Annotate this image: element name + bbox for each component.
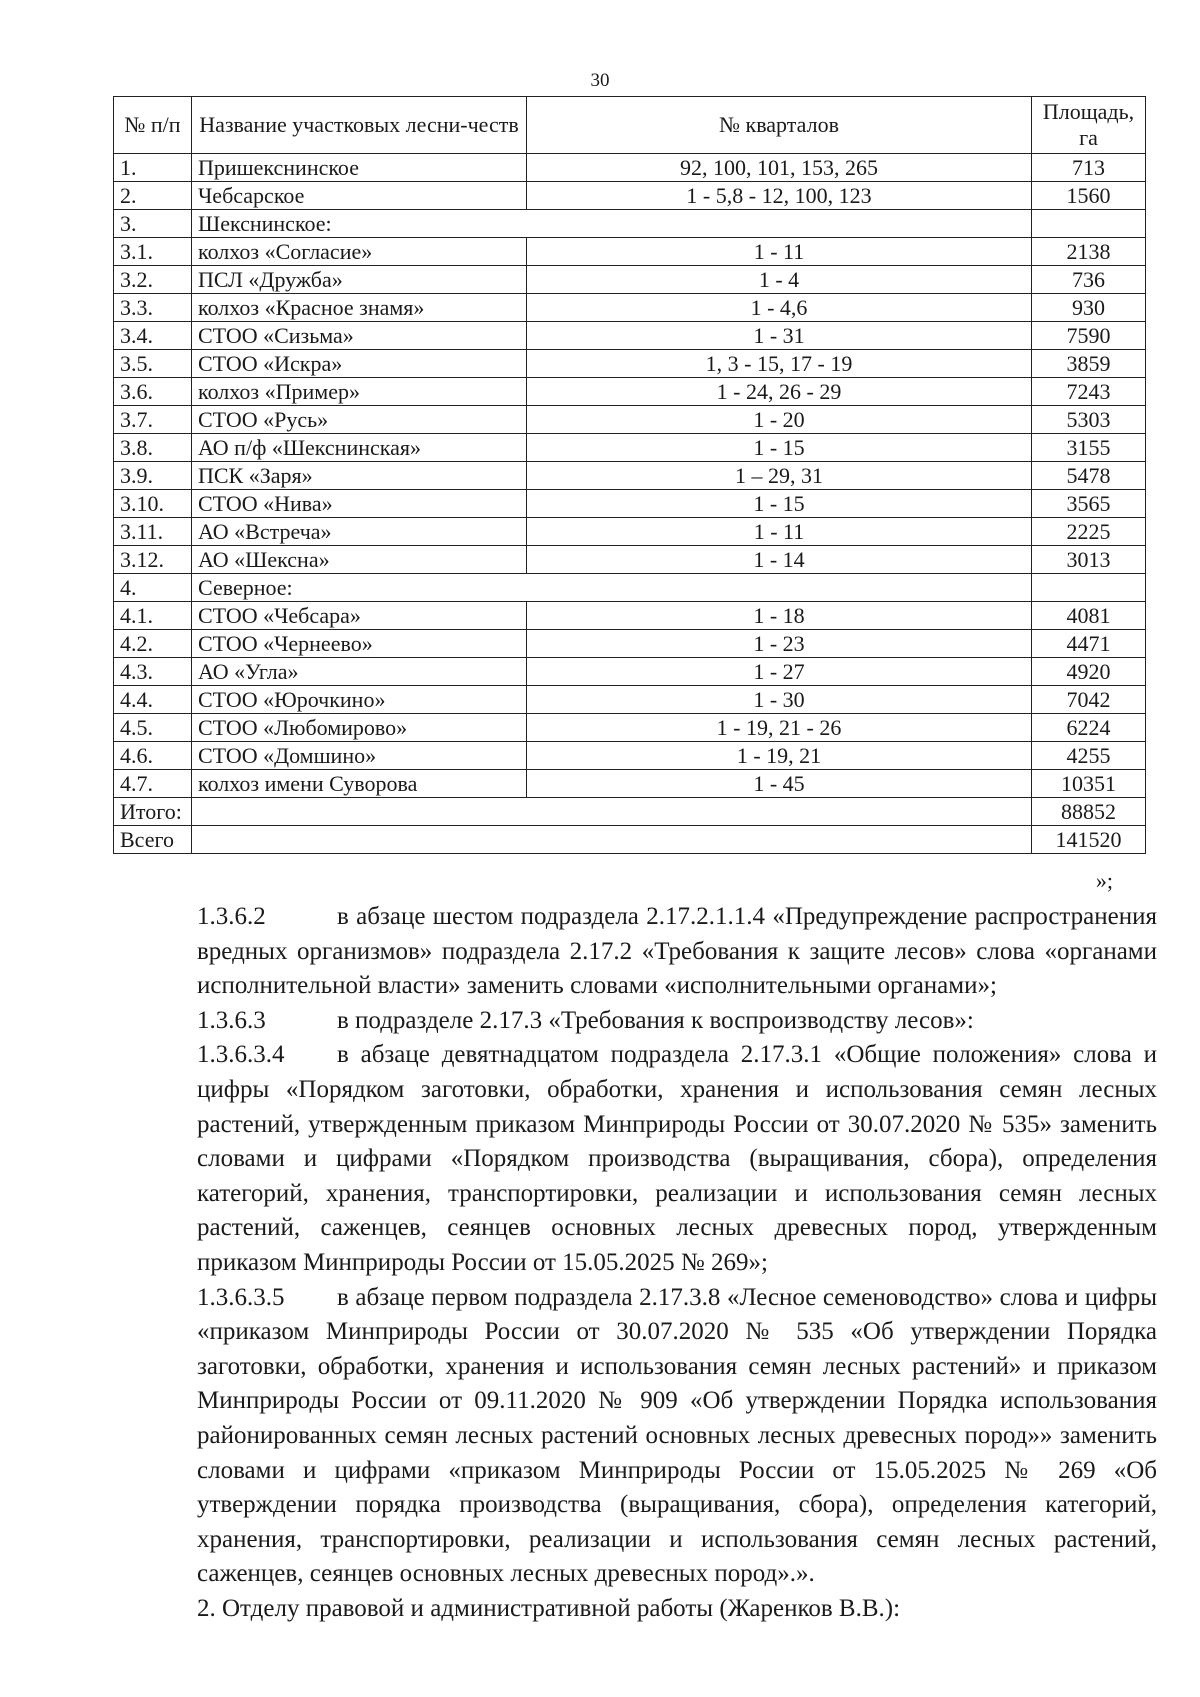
cell-num: 3.12. [114, 546, 192, 574]
table-row [114, 546, 1146, 574]
cell-area: 7590 [1032, 322, 1146, 350]
paragraph-3 [127, 1038, 1157, 1280]
cell-name: АО «Встреча» [192, 518, 527, 546]
cell-quarters: 1 - 31 [527, 322, 1032, 350]
cell-quarters: 1 - 30 [527, 686, 1032, 714]
cell-num: 3.4. [114, 322, 192, 350]
cell-num: 3.5. [114, 350, 192, 378]
paragraph-2-text: в подразделе 2.17.3 «Требования к воспроизводству лесов»: [337, 1006, 974, 1034]
cell-num: 3.8. [114, 434, 192, 462]
paragraph-2 [127, 1004, 1157, 1039]
cell-quarters: 1 - 24, 26 - 29 [527, 378, 1032, 406]
cell-area: 4471 [1032, 630, 1146, 658]
cell-area: 6224 [1032, 714, 1146, 742]
cell-name: колхоз «Пример» [192, 378, 527, 406]
cell-num: 3.10. [114, 490, 192, 518]
cell-area: 930 [1032, 294, 1146, 322]
table-row [114, 210, 1146, 238]
cell-name: СТОО «Нива» [192, 490, 527, 518]
cell-quarters: 1, 3 - 15, 17 - 19 [527, 350, 1032, 378]
table-row [114, 406, 1146, 434]
cell-name: ПСЛ «Дружба» [192, 266, 527, 294]
cell-name: колхоз имени Суворова [192, 770, 527, 798]
cell-name: СТОО «Любомирово» [192, 714, 527, 742]
cell-area: 7042 [1032, 686, 1146, 714]
table-body [114, 154, 1146, 854]
cell-name: АО п/ф «Шекснинская» [192, 434, 527, 462]
total-row-empty [192, 826, 1032, 854]
cell-area [1032, 574, 1146, 602]
cell-area: 2225 [1032, 518, 1146, 546]
table-row [114, 462, 1146, 490]
header-num: № п/п [114, 97, 192, 154]
cell-quarters: 1 - 4,6 [527, 294, 1032, 322]
cell-name: Северное: [192, 574, 1032, 602]
subtotal-row [114, 798, 1146, 826]
cell-num: 3.2. [114, 266, 192, 294]
paragraph-4 [127, 1281, 1157, 1592]
cell-num: 1. [114, 154, 192, 182]
cell-area [1032, 210, 1146, 238]
cell-name: СТОО «Чернеево» [192, 630, 527, 658]
paragraph-5 [127, 1592, 1157, 1627]
cell-name: СТОО «Чебсара» [192, 602, 527, 630]
paragraph-1 [127, 900, 1157, 1004]
cell-area: 3013 [1032, 546, 1146, 574]
cell-area: 736 [1032, 266, 1146, 294]
cell-num: 2. [114, 182, 192, 210]
cell-area: 7243 [1032, 378, 1146, 406]
page-number: 30 [590, 70, 610, 91]
table-row [114, 602, 1146, 630]
cell-name: СТОО «Юрочкино» [192, 686, 527, 714]
cell-quarters: 1 - 4 [527, 266, 1032, 294]
cell-num: 4.4. [114, 686, 192, 714]
cell-num: 4.6. [114, 742, 192, 770]
cell-quarters: 1 - 45 [527, 770, 1032, 798]
table-row [114, 266, 1146, 294]
header-quarters: № кварталов [527, 97, 1032, 154]
cell-quarters: 1 - 20 [527, 406, 1032, 434]
subtotal-row-label: Итого: [114, 798, 192, 826]
cell-num: 3.9. [114, 462, 192, 490]
cell-area: 3859 [1032, 350, 1146, 378]
subtotal-row-empty [192, 798, 1032, 826]
cell-quarters: 92, 100, 101, 153, 265 [527, 154, 1032, 182]
cell-num: 3.3. [114, 294, 192, 322]
cell-num: 3.6. [114, 378, 192, 406]
cell-name: СТОО «Домшино» [192, 742, 527, 770]
cell-name: АО «Угла» [192, 658, 527, 686]
cell-quarters: 1 - 27 [527, 658, 1032, 686]
forestry-table [113, 96, 1146, 854]
table-row [114, 490, 1146, 518]
cell-quarters: 1 - 14 [527, 546, 1032, 574]
cell-quarters: 1 - 19, 21 - 26 [527, 714, 1032, 742]
table-row [114, 658, 1146, 686]
table-row [114, 742, 1146, 770]
cell-area: 4920 [1032, 658, 1146, 686]
table-row [114, 518, 1146, 546]
cell-name: колхоз «Согласие» [192, 238, 527, 266]
cell-area: 5303 [1032, 406, 1146, 434]
cell-num: 4.3. [114, 658, 192, 686]
closing-quote: »; [1095, 868, 1113, 893]
paragraph-5-text: 2. Отделу правовой и административной работы (Жаренков В.В.): [197, 1594, 901, 1622]
cell-quarters: 1 - 11 [527, 518, 1032, 546]
cell-num: 4.7. [114, 770, 192, 798]
cell-num: 3.7. [114, 406, 192, 434]
table-row [114, 294, 1146, 322]
amendment-text [127, 900, 1157, 1626]
cell-quarters: 1 - 23 [527, 630, 1032, 658]
subtotal-row-area: 88852 [1032, 798, 1146, 826]
cell-name: Пришекснинское [192, 154, 527, 182]
cell-area: 10351 [1032, 770, 1146, 798]
cell-name: Шекснинское: [192, 210, 1032, 238]
table-row [114, 238, 1146, 266]
cell-area: 3155 [1032, 434, 1146, 462]
paragraph-3-number: 1.3.6.3.4 [197, 1041, 285, 1069]
cell-name: СТОО «Русь» [192, 406, 527, 434]
cell-quarters: 1 - 11 [527, 238, 1032, 266]
table-row [114, 686, 1146, 714]
header-area: Площадь, га [1032, 97, 1146, 154]
cell-num: 4. [114, 574, 192, 602]
cell-num: 4.5. [114, 714, 192, 742]
paragraph-2-number: 1.3.6.3 [197, 1006, 266, 1034]
cell-area: 713 [1032, 154, 1146, 182]
cell-name: АО «Шексна» [192, 546, 527, 574]
cell-num: 4.2. [114, 630, 192, 658]
table-row [114, 630, 1146, 658]
table-row [114, 770, 1146, 798]
cell-quarters: 1 - 19, 21 [527, 742, 1032, 770]
cell-name: СТОО «Искра» [192, 350, 527, 378]
cell-quarters: 1 – 29, 31 [527, 462, 1032, 490]
table-row [114, 182, 1146, 210]
paragraph-4-text: в абзаце первом подраздела 2.17.3.8 «Лесное семеноводство» слова и цифры «приказом Минприроды России от 30.07.2020 № 535 «Об утверждении Порядка заготовки, обработки, хранения и использования семян лесных растений» и приказом Минприроды России от 09.11.2020 № 909 «Об утверждении Порядка использования районированных семян лесных растений основных лесных древесных пород»» заменить словами и цифрами «приказом Минприроды России от 15.05.2025 № 269 «Об утверждении порядка производства (выращивания, сбора), определения категорий, хранения, транспортировки, реализации и использования семян лесных растений, саженцев, сеянцев основных лесных древесных пород».». [197, 1283, 1157, 1588]
cell-quarters: 1 - 18 [527, 602, 1032, 630]
cell-name: СТОО «Сизьма» [192, 322, 527, 350]
cell-name: колхоз «Красное знамя» [192, 294, 527, 322]
table-row [114, 350, 1146, 378]
table-row [114, 154, 1146, 182]
cell-area: 3565 [1032, 490, 1146, 518]
cell-num: 3. [114, 210, 192, 238]
paragraph-4-number: 1.3.6.3.5 [197, 1283, 285, 1311]
paragraph-1-text: в абзаце шестом подраздела 2.17.2.1.1.4 «Предупреждение распространения вредных организмов» подраздела 2.17.2 «Требования к защите лесов» слова «органами исполнительной власти» заменить словами «исполнительными органами»; [197, 903, 1157, 1000]
cell-quarters: 1 - 15 [527, 490, 1032, 518]
table-row [114, 322, 1146, 350]
table-row [114, 574, 1146, 602]
table-header-row [114, 97, 1146, 154]
cell-num: 4.1. [114, 602, 192, 630]
total-row-label: Всего [114, 826, 192, 854]
cell-num: 3.11. [114, 518, 192, 546]
cell-area: 2138 [1032, 238, 1146, 266]
total-row-area: 141520 [1032, 826, 1146, 854]
cell-quarters: 1 - 5,8 - 12, 100, 123 [527, 182, 1032, 210]
cell-quarters: 1 - 15 [527, 434, 1032, 462]
table-row [114, 378, 1146, 406]
cell-num: 3.1. [114, 238, 192, 266]
paragraph-3-text: в абзаце девятнадцатом подраздела 2.17.3.1 «Общие положения» слова и цифры «Порядком заготовки, обработки, хранения и использования семян лесных растений, утвержденным приказом Минприроды России от 30.07.2020 № 535» заменить словами и цифрами «Порядком производства (выращивания, сбора), определения категорий, хранения, транспортировки, реализации и использования семян лесных растений, саженцев, сеянцев основных лесных древесных пород, утвержденным приказом Минприроды России от 15.05.2025 № 269»; [197, 1041, 1157, 1276]
cell-area: 1560 [1032, 182, 1146, 210]
table-row [114, 714, 1146, 742]
cell-area: 4081 [1032, 602, 1146, 630]
cell-name: Чебсарское [192, 182, 527, 210]
cell-area: 5478 [1032, 462, 1146, 490]
cell-area: 4255 [1032, 742, 1146, 770]
cell-name: ПСК «Заря» [192, 462, 527, 490]
header-name: Название участковых лесни-честв [192, 97, 527, 154]
table-row [114, 434, 1146, 462]
total-row [114, 826, 1146, 854]
paragraph-1-number: 1.3.6.2 [197, 903, 266, 930]
